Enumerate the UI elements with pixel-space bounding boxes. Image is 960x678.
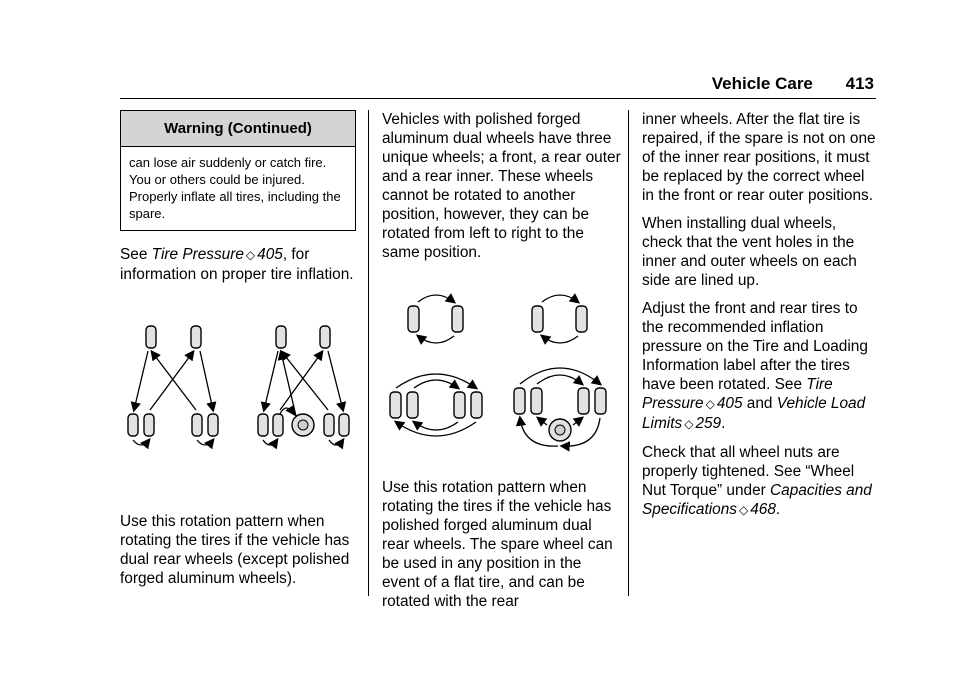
rear-left-outer-wheel-icon (514, 388, 525, 414)
front-left-wheel-icon (276, 326, 286, 348)
warning-box (120, 110, 356, 231)
front-left-wheel-icon (408, 306, 419, 332)
column-divider-2 (628, 110, 629, 596)
rear-right-outer-wheel-icon (339, 414, 349, 436)
rear-left-inner-wheel-icon (407, 392, 418, 418)
header-rule (120, 98, 876, 99)
column-1 (120, 110, 356, 597)
front-wheel-swap-diagram-left (408, 295, 463, 343)
rear-right-inner-wheel-icon (192, 414, 202, 436)
see-tire-pressure: See Tire Pressure ◇ 405, for information on proper tire inflation. (120, 246, 354, 283)
polished-wheels-intro: Vehicles with polished forged aluminum dual wheels have three unique wheels; a front, a rear outer and a rear inner. These wheels cannot be rotated to another position, however, they can be rotated from left to right to the same position. (382, 111, 621, 261)
right-vehicle-diagram-with-spare (258, 326, 349, 445)
rear-left-inner-wheel-icon (273, 414, 283, 436)
rear-left-outer-wheel-icon (128, 414, 138, 436)
xref-arrow-icon: ◇ (705, 397, 715, 411)
vehicle-load-limits-link[interactable]: Vehicle Load Limits (642, 395, 866, 432)
rear-right-inner-wheel-icon (578, 388, 589, 414)
polished-aluminum-rotation-diagram (382, 280, 618, 452)
xref-arrow-icon: ◇ (738, 503, 749, 517)
adjust-pressure-paragraph: Adjust the front and rear tires to the recommended inflation pressure on the Tire and Loading Information label after the tires have been rotated. See Tire Pressure ◇ 405 and Vehicle Load Limits ◇ 259. (642, 300, 868, 432)
rear-dual-swap-diagram-with-spare (514, 368, 606, 446)
page-ref[interactable]: 259 (695, 415, 722, 432)
rear-left-outer-wheel-icon (258, 414, 268, 436)
section-title: Vehicle Care (711, 74, 813, 93)
xref-arrow-icon: ◇ (245, 248, 256, 262)
page-header (712, 74, 874, 94)
column-2 (382, 110, 622, 620)
inner-wheels-paragraph: inner wheels. After the flat tire is repaired, if the spare is not on one of the inner rear positions, it must be replaced by the correct wheel in the front or rear outer positions. (642, 111, 876, 204)
front-left-wheel-icon (146, 326, 156, 348)
front-right-wheel-icon (320, 326, 330, 348)
rear-left-inner-wheel-icon (531, 388, 542, 414)
page-ref[interactable]: 468 (750, 501, 776, 518)
rear-right-inner-wheel-icon (454, 392, 465, 418)
rear-right-outer-wheel-icon (208, 414, 218, 436)
wheel-nuts-paragraph: Check that all wheel nuts are properly tightened. See “Wheel Nut Torque” under Capacities and Specifications ◇ 468. (642, 444, 872, 518)
left-vehicle-diagram (128, 326, 218, 445)
rear-left-outer-wheel-icon (390, 392, 401, 418)
rear-left-inner-wheel-icon (144, 414, 154, 436)
capacities-specifications-link[interactable]: Capacities and Specifications (642, 482, 872, 518)
front-right-wheel-icon (452, 306, 463, 332)
front-left-wheel-icon (532, 306, 543, 332)
warning-title: Warning (Continued) (121, 111, 355, 147)
rear-right-outer-wheel-icon (471, 392, 482, 418)
vent-holes-paragraph: When installing dual wheels, check that the vent holes in the inner and outer wheels on each side are lined up. (642, 215, 857, 289)
xref-arrow-icon: ◇ (684, 417, 694, 431)
front-right-wheel-icon (576, 306, 587, 332)
front-wheel-swap-diagram-right (532, 295, 587, 343)
rear-right-inner-wheel-icon (324, 414, 334, 436)
tire-pressure-link[interactable]: Tire Pressure (151, 246, 244, 263)
dual-rear-caption: Use this rotation pattern when rotating the tires if the vehicle has dual rear wheels (except polished forged aluminum wheels). (120, 513, 350, 587)
column-divider-1 (368, 110, 369, 596)
page-number: 413 (845, 74, 874, 93)
polished-wheels-caption: Use this rotation pattern when rotating the tires if the vehicle has polished forged aluminum dual rear wheels. The spare wheel can be used in any position in the event of a flat tire, and can be rotated with the rear (382, 479, 613, 610)
dual-rear-rotation-diagram (120, 324, 356, 474)
rear-right-outer-wheel-icon (595, 388, 606, 414)
tire-pressure-link[interactable]: Tire Pressure (642, 376, 833, 412)
page-ref[interactable]: 405 (716, 395, 743, 412)
front-right-wheel-icon (191, 326, 201, 348)
page-ref[interactable]: 405 (257, 246, 283, 263)
rear-dual-swap-diagram (390, 374, 482, 436)
warning-body: can lose air suddenly or catch fire. You or others could be injured. Properly inflate all tires, including the spare. (129, 155, 341, 221)
column-3 (642, 110, 878, 529)
